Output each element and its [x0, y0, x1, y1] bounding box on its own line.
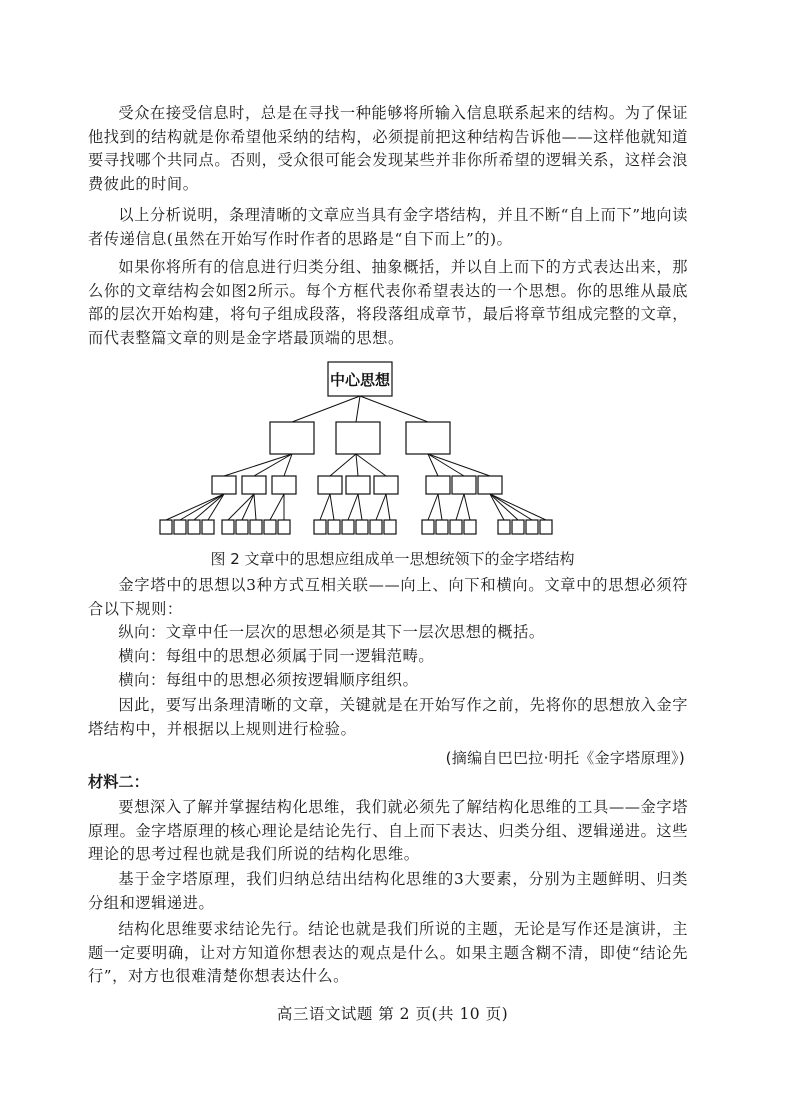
- paragraph-2: 以上分析说明，条理清晰的文章应当具有金字塔结构，并且不断“自上而下”地向读者传递信息(虽然在开始写作时作者的思路是“自下而上”的)。: [88, 206, 688, 248]
- central-idea-label: 中心思想: [329, 371, 391, 389]
- source-citation: (摘编自巴巴拉·明托《金字塔原理》): [445, 749, 685, 767]
- page-footer: 高三语文试题 第 2 页(共 10 页): [276, 1005, 509, 1023]
- level3-box: [452, 476, 476, 494]
- conclusion-paragraph: 因此，要写出条理清晰的文章，关键就是在开始写作之前，先将你的思想放入金字塔结构中，并根据以上规则进行检验。: [88, 696, 688, 738]
- material-two-heading: 材料二：: [88, 773, 149, 791]
- material-paragraph-3: 结构化思维要求结论先行。结论也就是我们所说的主题，无论是写作还是演讲，主题一定要明确，让对方知道你想表达的观点是什么。如果主题含糊不清，即使“结论先行”，对方也很难清楚你想表达什么。: [88, 920, 688, 985]
- level2-box: [406, 422, 450, 454]
- rule-horizontal-category: 横向：每组中的思想必须属于同一逻辑范畴。: [118, 647, 435, 665]
- level3-box: [374, 476, 398, 494]
- level3-box: [272, 476, 296, 494]
- level2-box: [336, 422, 380, 454]
- level3-box: [346, 476, 370, 494]
- figure-caption: 图 2 文章中的思想应组成单一思想统领下的金字塔结构: [210, 550, 575, 568]
- level3-box: [426, 476, 450, 494]
- level2-box: [270, 422, 314, 454]
- pyramid-diagram: [150, 360, 570, 540]
- rules-intro: 金字塔中的思想以3种方式互相关联——向上、向下和横向。文章中的思想必须符合以下规则：: [88, 576, 688, 618]
- rule-vertical: 纵向：文章中任一层次的思想必须是其下一层次思想的概括。: [118, 623, 545, 641]
- material-paragraph-2: 基于金字塔原理，我们归纳总结出结构化思维的3大要素，分别为主题鲜明、归类分组和逻辑递进。: [88, 870, 688, 912]
- rule-horizontal-order: 横向：每组中的思想必须按逻辑顺序组织。: [118, 671, 419, 689]
- paragraph-1: 受众在接受信息时，总是在寻找一种能够将所输入信息联系起来的结构。为了保证他找到的结构就是你希望他采纳的结构，必须提前把这种结构告诉他——这样他就知道要寻找哪个共同点。否则，受众很可能会发现某些并非你所希望的逻辑关系，这样会浪费彼此的时间。: [88, 104, 688, 193]
- level3-box: [242, 476, 266, 494]
- level3-box: [318, 476, 342, 494]
- level3-box: [478, 476, 502, 494]
- level4-connectors: [166, 494, 546, 520]
- material-paragraph-1: 要想深入了解并掌握结构化思维，我们就必须先了解结构化思维的工具——金字塔原理。金字塔原理的核心理论是结论先行、自上而下表达、归类分组、逻辑递进。这些理论的思考过程也就是我们所说的结构化思维。: [88, 798, 688, 863]
- level4-boxes: [160, 520, 552, 534]
- paragraph-3: 如果你将所有的信息进行归类分组、抽象概括，并以自上而下的方式表达出来，那么你的文章结构会如图2所示。每个方框代表你希望表达的一个思想。你的思维从最底部的层次开始构建，将句子组成段落，将段落组成章节，最后将章节组成完整的文章，而代表整篇文章的则是金字塔最顶端的思想。: [88, 258, 688, 347]
- level3-box: [212, 476, 236, 494]
